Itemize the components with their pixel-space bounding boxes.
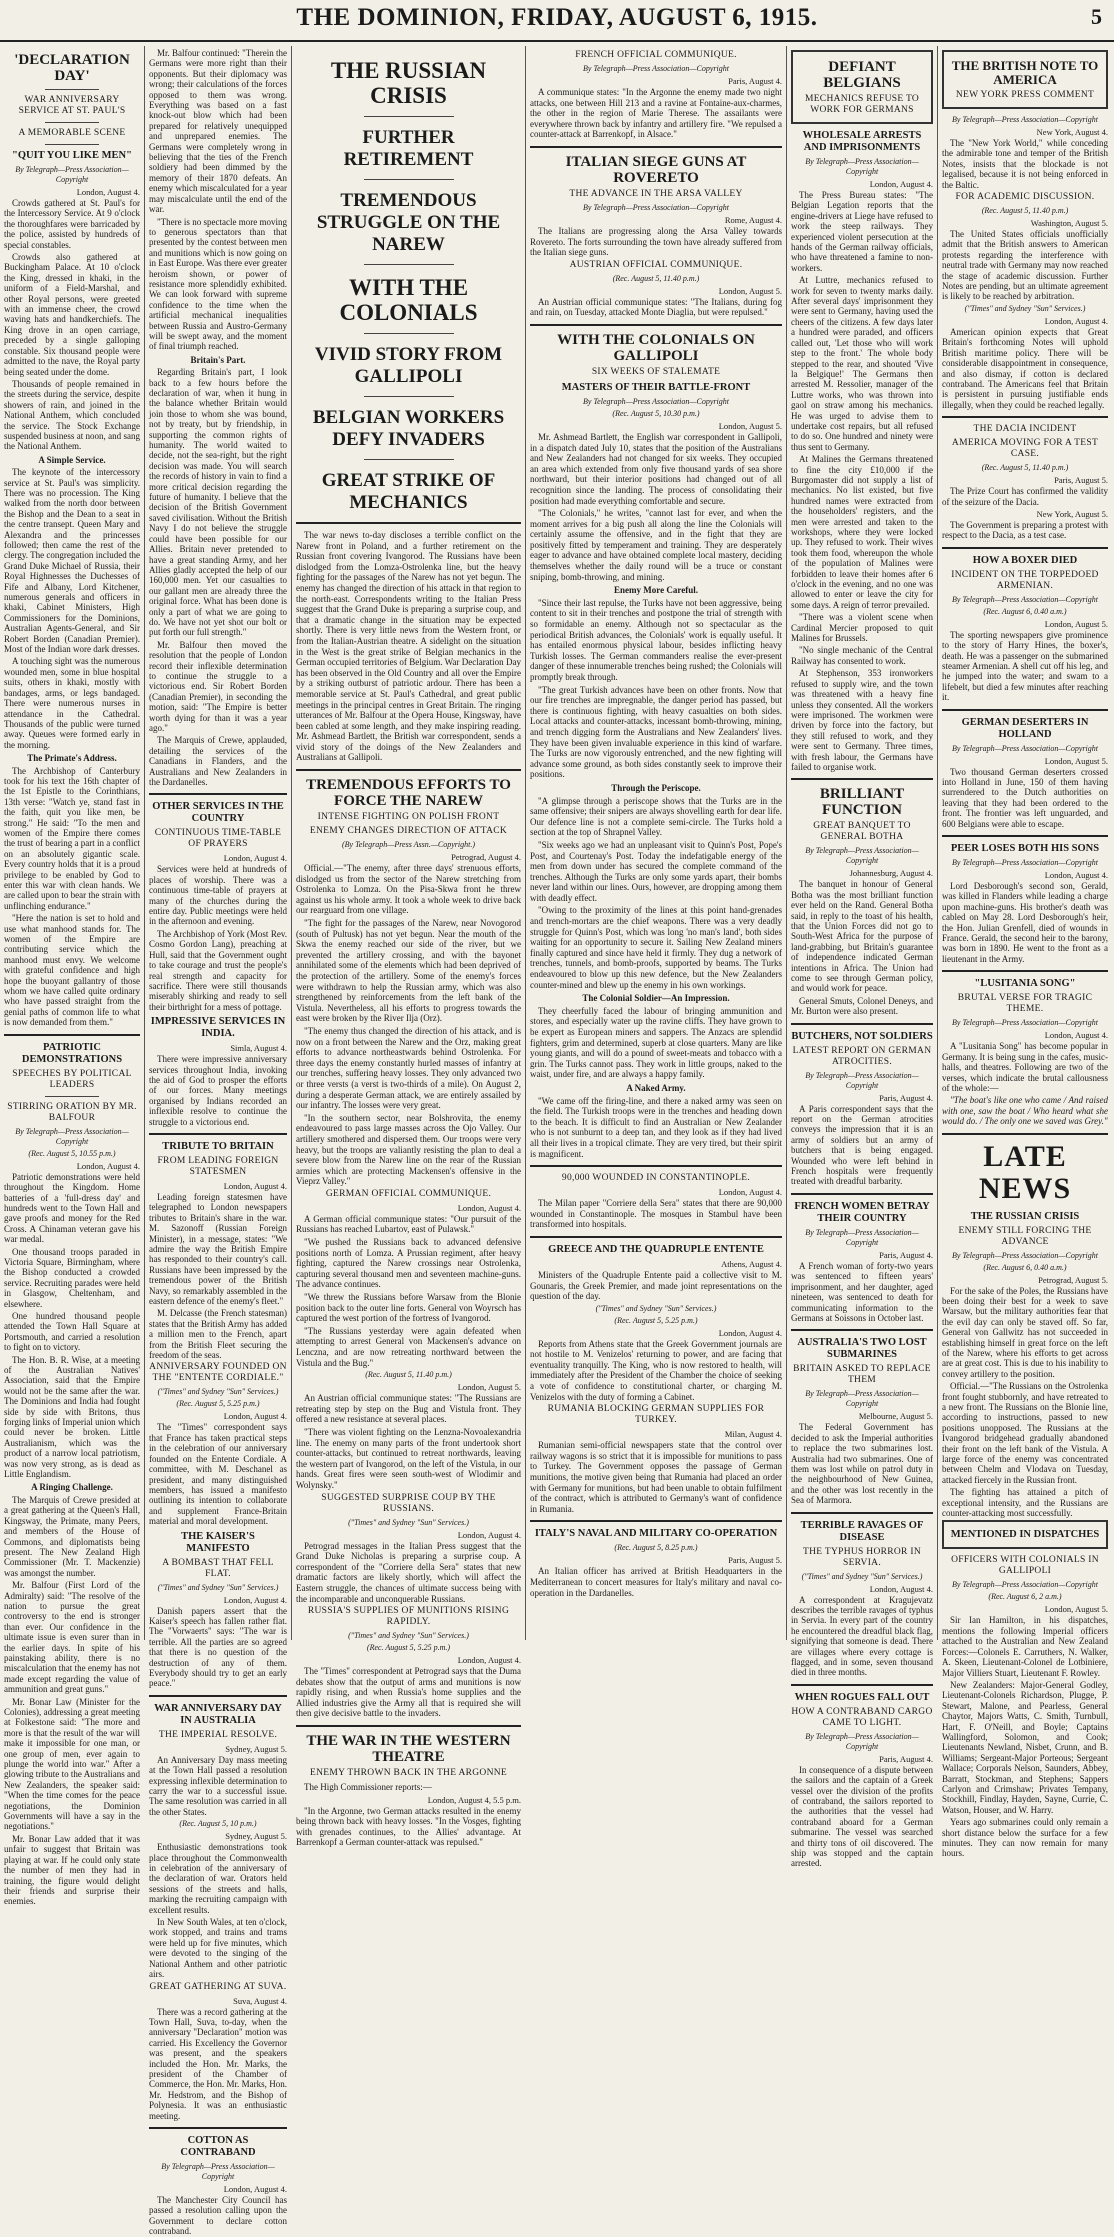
subheadline: MECHANICS REFUSE TO WORK FOR GERMANS bbox=[804, 94, 920, 115]
headline: TREMENDOUS EFFORTS TO FORCE THE NAREW bbox=[306, 777, 511, 810]
paragraph: They cheerfully faced the labour of bringing ammunition and stores, and especially water up the ravine cliffs. They have grown to be expert as European miners and sappers. The Anzacs are splendid fighters, grim and determined, superb at close quarters. Many are like young giants, and will do a pound of sweet-meats and tobacco with a grin. The Turks cannot pass. They work in little groups, naked to the waist, under fire, and are always a happy family. bbox=[530, 1005, 782, 1080]
paragraph: "Owing to the proximity of the lines at this point hand-grenades and trench-mortars are the chief weapons. There was a very deadly struggle for Quinn's Post, which was long 'no man's land', both sides waiting for an opportunity to secure it. Sailing New Zealand miners finally captured and since have held it firmly. They dug a network of trenches, tunnels, and bomb-proofs, supported by beams. The Turks endeavoured to blow up this new defence, but the New Zealanders counter-mined and blew up the enemy in his own workings. bbox=[530, 905, 782, 990]
dateline: London, August 4. bbox=[223, 1411, 287, 1422]
headline: "LUSITANIA SONG" bbox=[974, 978, 1076, 990]
headline: PATRIOTIC DEMONSTRATIONS bbox=[21, 1041, 123, 1065]
masthead bbox=[0, 0, 1114, 42]
subheadline: LATEST REPORT ON GERMAN ATROCITIES. bbox=[792, 1045, 932, 1067]
section-heading: Through the Periscope. bbox=[611, 782, 701, 793]
subheadline: BRUTAL VERSE FOR TRAGIC THEME. bbox=[957, 993, 1093, 1015]
credit-line: By Telegraph—Press Association—Copyright bbox=[15, 1126, 129, 1146]
subheadline: "QUIT YOU LIKE MEN" bbox=[12, 150, 132, 161]
paragraph: Mr. Bonar Law added that it was unfair to suggest that Britain was playing at war. If he could only state the number of men they had in training, the figure would delight their friends and surprise their enemies. bbox=[4, 1833, 140, 1907]
paragraph: At Stephenson, 353 ironworkers refused to supply wire, and the town was threatened with a heavy fine unless they consented. All the workers were imprisoned. The workmen were driven by force into the factory, but they still refused to work, and they were sent to Germany. Three times, with fresh labour, the Germans have failed to organise work. bbox=[791, 668, 933, 772]
paragraph: "The Russians yesterday were again defeated when attempting to arrest General von Mackensen's advance on Lenczna, and are now retreating northward between the Vistula and the Bug." bbox=[296, 1325, 521, 1368]
paragraph: The United States officials unofficially admit that the British answers to American protests regarding the interference with neutral trade with Germany may now reached the stage of academic discussion. Further Notes are pending, but an ultimate agreement is likely to be reached by arbitration. bbox=[942, 229, 1108, 302]
credit-line: (By Telegraph—Press Assn.—Copyright.) bbox=[341, 840, 476, 850]
paragraph: Mr. Bonar Law (Minister for the Colonies), addressing a great meeting at Folkestone said: "The more and more is that the result of the war will make it impossible for one man, or one group of men, ever again to plunge the world into war." After a glowing tribute to the Australians and New Zealanders, the speaker said: "When the time comes for the peace negotiations, the Dominion Governments will have a say in the negotiations." bbox=[4, 1696, 140, 1832]
received-line: (Rec. August 5, 11.40 p.m.) bbox=[981, 206, 1069, 216]
dateline: Melbourne, August 5. bbox=[858, 1411, 933, 1422]
subheadline: NEW YORK PRESS COMMENT bbox=[955, 90, 1095, 100]
headline: WHEN ROGUES FALL OUT bbox=[794, 1691, 930, 1703]
paragraph: Mr. Ashmead Bartlett, the English war correspondent in Gallipoli, in a dispatch dated July 10, states that the position of the Australians and New Zealanders had not changed for six weeks. They occupied an area which extended from only five thousand yards of sea shore northward, but their interior positions had changed out of all recognition since the landing. The process of consolidating their position had made everything comfortable and secure. bbox=[530, 431, 782, 506]
credit-line: ("Times" and Sydney "Sun" Services.) bbox=[348, 1631, 469, 1641]
subheadline: 90,000 WOUNDED IN CONSTANTINOPLE. bbox=[561, 1173, 751, 1184]
credit-line: ("Times" and Sydney "Sun" Services.) bbox=[964, 303, 1086, 313]
paragraph: "There was a violent scene when Cardinal Mercier proposed to quit Malines for Brussels. bbox=[791, 612, 933, 644]
dateline: Petrograd, August 5. bbox=[1038, 1274, 1108, 1285]
paragraph: Rumanian semi-official newspapers state that the control over railway wagons is so strict that it is impossible for munitions to pass to Turkey. The Government opposes the passage of German munitions, the motive given being that Rumania had placed an order with Germany for munitions, but had been unable to obtain fulfilment of the contract, which is attributed to Germany's want of confidence in Rumania. bbox=[530, 1440, 782, 1514]
headline: HOW A BOXER DIED bbox=[972, 554, 1078, 566]
dateline: London, August 4. bbox=[223, 1594, 287, 1605]
paragraph: At Luttre, mechanics refused to work for seven to twenty marks daily. After several days' imprisonment they were sent to Germany, having used the cheers of the citizens. A few days later a hundred were paraded, and officers called out, 'Let those who will work step to the front.' The whole body stepped to the rear, and shouted 'Vive la Belgique!' The Germans then arrested M. Ressolier, manager of the Luttre works, who was thrown into gaol on straw among his mechanics. He was urged to advise them to undertake cost repairs, but all refused to do so. One hundred and ninety were thus sent to Germany. bbox=[791, 275, 933, 452]
paragraph: The Government is preparing a protest with respect to the Dacia, as a test case. bbox=[942, 519, 1108, 541]
dateline: London, August 5. bbox=[1044, 618, 1108, 629]
paragraph: "Since their last repulse, the Turks have not been aggressive, being content to sit in their trenches and postpone the trial of strength with so formidable an enemy. Although not so spectacular as the periodical British advances, the Colonials' work is equally useful. It has entailed enormous physical labour, besides inflicting heavy Turkish losses. The German commanders realise the ever-present danger of these innumerable trenches being rushed; the Colonials will promptly break through. bbox=[530, 597, 782, 682]
paragraph: The Italians are progressing along the Arsa Valley towards Rovereto. The forts surrounding the town have already suffered from the Italian siege guns. bbox=[530, 225, 782, 258]
verse: "The boat's like one who came / And raised with one, saw the boat / Who heard what she would do. / The only one we saved was Grey." bbox=[942, 1095, 1108, 1127]
credit-line: By Telegraph—Press Association—Copyright bbox=[583, 202, 729, 212]
paragraph: "The Colonials," he writes, "cannot last for ever, and when the moment arrives for a big push all along the line the Colonials will certainly assume the offensive, and in the fight that they are positively fitted by temperament and training. They are desperately eager to advance and have obtained complete local mastery, deciding themselves whether the daily round will be a truce or constant sniping, bomb-throwing, and mining. bbox=[530, 508, 782, 582]
dateline: Sydney, August 5. bbox=[225, 1743, 287, 1754]
headline: PEER LOSES BOTH HIS SONS bbox=[950, 843, 1100, 855]
paragraph: The Manchester City Council has passed a resolution calling upon the Government to declare cotton contraband. bbox=[149, 2194, 287, 2237]
paragraph: One hundred thousand people attended the Town Hall Square at Portsmouth, and carried a resolution to fight on to victory. bbox=[4, 1310, 140, 1353]
paragraph: "There was violent fighting on the Lenzna-Novoalexandria line. The enemy on many parts of the front undertook short counter-attacks, but continued to retreat northwards, leaving the western part of Ivangorod, on the left of the Vistula, in our hands. Great fires were seen south-west of Wlodimir and Wolynsky." bbox=[296, 1426, 521, 1490]
subheadline: BRITAIN ASKED TO REPLACE THEM bbox=[793, 1364, 931, 1386]
received-line: (Rec. August 6, 2 a.m.) bbox=[988, 1592, 1062, 1602]
headline: THE WAR IN THE WESTERN THEATRE bbox=[306, 1733, 511, 1766]
received-line: (Rec. August 5, 8.25 p.m.) bbox=[614, 1543, 698, 1553]
credit-line: By Telegraph—Press Association—Copyright bbox=[805, 1070, 919, 1090]
received-line: (Rec. August 5, 5.25 p.m.) bbox=[366, 1643, 451, 1653]
subheadline: RUSSIA'S SUPPLIES OF MUNITIONS RISING RAPIDLY. bbox=[307, 1606, 510, 1628]
dateline: London, August 4. bbox=[223, 2183, 287, 2194]
subheadline: CONTINUOUS TIME-TABLE OF PRAYERS bbox=[154, 828, 282, 850]
paragraph: The Prize Court has confirmed the validity of the seizure of the Dacia. bbox=[942, 486, 1108, 507]
section-heading: A Simple Service. bbox=[38, 454, 106, 465]
column-5 bbox=[791, 48, 933, 1869]
credit-line: ("Times" and Sydney "Sun" Services.) bbox=[595, 1303, 717, 1313]
dateline: London, August 4. bbox=[869, 1583, 933, 1594]
paragraph: Patriotic demonstrations were held throughout the Kingdom. Home batteries of a 'full-dress day' and hundreds went to the Town Hall and gave proofs and money for the Red Cross. A Chinaman veteran gave his war medal. bbox=[4, 1171, 140, 1245]
dateline: Paris, August 4. bbox=[728, 76, 782, 86]
subheadline: ENEMY THROWN BACK IN THE ARGONNE bbox=[309, 1768, 508, 1779]
headline: TERRIBLE RAVAGES OF DISEASE bbox=[800, 1519, 924, 1543]
credit-line: By Telegraph—Press Association—Copyright bbox=[15, 165, 129, 184]
subheadline: AUSTRIAN OFFICIAL COMMUNIQUE. bbox=[569, 259, 743, 270]
paragraph: The "Times" correspondent at Petrograd says that the Duma debates show that the output of arms and munitions is now rapidly rising, and when Russia's home supplies and the Allied industries give the Army all that is required she will then give decisive battle to the invaders. bbox=[296, 1666, 521, 1719]
subheadline: WAR ANNIVERSARY SERVICE AT ST. PAUL'S bbox=[18, 95, 126, 116]
dateline: London, August 4. bbox=[869, 179, 933, 189]
headline: ITALY'S NAVAL AND MILITARY CO-OPERATION bbox=[534, 1528, 778, 1540]
headline: BUTCHERS, NOT SOLDIERS bbox=[791, 1030, 933, 1042]
paragraph: The Press Bureau states: "The Belgian Legation reports that the engine-drivers at Liege have refused to work the steep railways. They experienced violent persecution at the hands of the German railway officials, who have threatened a famine to non-workers. bbox=[791, 190, 933, 273]
headline: MENTIONED IN DISPATCHES bbox=[950, 1529, 1100, 1541]
main-subheadline: VIVID STORY FROM GALLIPOLI bbox=[314, 344, 503, 387]
paragraph: "The fight for the passages of the Narew, near Novogorod (south of Pultusk) has not yet begun. Near the mouth of the Skwa the enemy reached our side of the river, but we prevented the artillery crossing, and with the bayonet annihilated some of the elements which had been deprived of the protection of the artillery. Some of the enemy's forces were withdrawn to help the Russian army, which was also strengthened by reinforcements from the left bank of the Vistula. Nevertheless, all his efforts to progress towards the east were broken by the River Ilja (Orz). bbox=[296, 918, 521, 1024]
subheadline: GREAT GATHERING AT SUVA. bbox=[149, 1981, 287, 1992]
paragraph: One thousand troops paraded in Victoria Square, Birmingham, where the Bishop conducted a crowded service. Recruiting parades were held in Glasgow, Cheltenham, and elsewhere. bbox=[4, 1246, 140, 1309]
dateline: London, August 4. bbox=[223, 853, 287, 864]
dateline: Washington, August 5. bbox=[1030, 218, 1108, 229]
credit-line: By Telegraph—Press Association—Copyright bbox=[805, 157, 919, 176]
dateline: London, August 5. bbox=[1044, 1604, 1108, 1615]
paragraph: "In the southern sector, near Bolshrovita, the enemy endeavoured to pass large masses across the Ojo Valley. Our artillery smothered and dispersed them. Our troops were very heavy, but the troops are valiantly resisting the plan to deal a severe blow from the Narew line on the rear of the Russian armies which are protecting Mackensen's offensive in the Vieprz Valley." bbox=[296, 1112, 521, 1187]
page-number: 5 bbox=[1091, 4, 1102, 29]
headline: WITH THE COLONIALS ON GALLIPOLI bbox=[557, 331, 755, 364]
column-rule bbox=[144, 46, 145, 1640]
section-heading: A Naked Army. bbox=[626, 1082, 686, 1093]
received-line: (Rec. August 6, 0.40 a.m.) bbox=[983, 606, 1067, 616]
dateline: London, August 4. bbox=[457, 1529, 521, 1540]
dateline: London, August 4. bbox=[457, 1655, 521, 1666]
credit-line: By Telegraph—Press Association—Copyright bbox=[805, 1731, 919, 1751]
dateline: London, August 5. bbox=[457, 1382, 521, 1393]
dateline: London, August 4. bbox=[718, 1327, 782, 1338]
credit-line: By Telegraph—Press Association—Copyright bbox=[952, 858, 1098, 868]
dateline: Petrograd, August 4. bbox=[451, 852, 521, 863]
dateline: London, August 5. bbox=[718, 285, 782, 296]
main-subheadline: BELGIAN WORKERS DEFY INVADERS bbox=[312, 407, 505, 450]
paragraph: An Austrian official communique states: "The Italians, during fog and rain, on Tuesday, attacked Monte Diaglia, but were repulsed." bbox=[530, 296, 782, 318]
dateline: New York, August 4. bbox=[1036, 127, 1108, 137]
paragraph: There was a record gathering at the Town Hall, Suva, to-day, when the anniversary "Declaration" motion was carried. His Excellency the Governor was present, and the speakers included the Hon. Mr. Marks, the president of the Chamber of Commerce, the Hon. Mr. Marks, Hon. Mr. Hedstrom, and the Bishop of Polynesia. It was an enthusiastic meeting. bbox=[149, 2006, 287, 2121]
credit-line: By Telegraph—Press Association—Copyright bbox=[805, 1227, 919, 1247]
subheadline: A MEMORABLE SCENE bbox=[18, 128, 126, 138]
paragraph: The keynote of the intercessory service at St. Paul's was simplicity. There was no procession. The King walked from the north door between the Bishop and the Dean to a seat in the centre transept. Queen Mary and Alexandra and the princesses followed; then came the rest of the clergy. The congregation included the Grand Duke Michael of Russia, their Royal Highnesses the Duchesses of Fife and Albany, Lord Kitchener, numerous generals and officers in khaki, Cabinet Ministers, High Commissioners for the Dominions, Australian Agents-General, and Sir Robert Borden (Canadian Premier). Most of the Indian wore dark dresses. bbox=[4, 467, 140, 655]
subheadline: WHOLESALE ARRESTS AND IMPRISONMENTS bbox=[802, 130, 922, 153]
paragraph: "Here the nation is set to hold and use what manhood stands for. The women of the Empire are contributing service which the manhood must envy. We welcome with grateful confidence and high hope the buoyant gallantry of those whom we have called quite ordinary who have passed straight from the genial paths of common life to what is now demanded from them." bbox=[4, 913, 140, 1028]
paragraph: The banquet in honour of General Botha was the most brilliant function ever held on the Rand. General Botha said, in reply to the toast of his health, that the Union Forces did not go to South-West Africa for the purpose of land-grabbing, but Britain's guarantee of independence indicated German intentions in Africa. The Union had come to see through German policy, and would work for peace. bbox=[791, 879, 933, 994]
received-line: (Rec. August 5, 10.30 p.m.) bbox=[612, 408, 700, 418]
subheadline: INCIDENT ON THE TORPEDOED ARMENIAN. bbox=[951, 569, 1099, 591]
dateline: London, August 4, 5.5 p.m. bbox=[427, 1794, 521, 1805]
headline: 'DECLARATION DAY' bbox=[14, 52, 130, 84]
received-line: (Rec. August 5, 5.25 p.m.) bbox=[614, 1315, 698, 1325]
dateline: Milan, August 4. bbox=[724, 1429, 782, 1440]
column-1 bbox=[4, 48, 140, 1907]
dateline: London, August 4. bbox=[76, 1160, 140, 1171]
paragraph: Danish papers assert that the Kaiser's speech has fallen rather flat. The "Vorwaerts" says: "The war is terrible. All the parties are so agreed that there is no question of the destruction of any of them. Everybody should try to get an early peace." bbox=[149, 1605, 287, 1689]
subheadline: FRENCH OFFICIAL COMMUNIQUE. bbox=[575, 50, 737, 60]
paragraph: The Hon. B. R. Wise, at a meeting of the Australian Natives' Association, said that the Empire would not be the same after the war. The Dominions and India had fought side by side with Britons, thus forging links of Imperial union which could never be broken. Little Australianism, which was the product of a narrow local patriotism, was now very strong, as is dead as Little Englandism. bbox=[4, 1354, 140, 1480]
headline: THE RUSSIAN CRISIS bbox=[970, 1210, 1080, 1222]
paragraph: "There is no spectacle more moving to generous spectators than that presented by the contest between men and munitions which is now going on in East Europe. Was there ever greater heroism shown, or power of resistance more splendidly exhibited. We can look forward with supreme confidence to the time when the artificial mechanical inequalities between Russia and Austro-Germany will be swept away, and the moment of final triumph reached. bbox=[149, 216, 287, 352]
dateline: Paris, August 4. bbox=[879, 1092, 933, 1103]
credit-line: By Telegraph—Press Association—Copyright bbox=[952, 594, 1098, 604]
dateline: New York, August 5. bbox=[1036, 508, 1108, 519]
headline-box bbox=[942, 50, 1108, 109]
section-heading: Enemy More Careful. bbox=[614, 585, 698, 596]
headline: TRIBUTE TO BRITAIN bbox=[162, 1140, 274, 1152]
credit-line: By Telegraph—Press Association—Copyright bbox=[952, 743, 1098, 753]
headline: BRILLIANT FUNCTION bbox=[819, 786, 905, 819]
credit-line: By Telegraph—Press Association—Copyright bbox=[805, 1389, 919, 1409]
dateline: Athens, August 4. bbox=[721, 1258, 782, 1269]
paragraph: Official.—"The Russians on the Ostrolenka front fought stubbornly, and have retreated to a new front. The Russians on the Blonie line, according to instructions, passed to new positions unopposed. The Russians at the Ivangorod bridgehead gradually abandoned their front on the left bank of the Vistula. A large force of the enemy was concentrated between Chelm and Vlodava on Tuesday, attacked fiercely in the Russian front. bbox=[942, 1381, 1108, 1485]
subheadline: THE IMPERIAL RESOLVE. bbox=[158, 1729, 278, 1740]
section-heading: A Ringing Challenge. bbox=[31, 1482, 113, 1493]
summary-paragraph: The war news to-day discloses a terrible conflict on the Narew front in Poland, and a further retirement on the Russian front covering Ivangorod. The Russians have been dislodged from the Lomza-Ostrolenka line, but the heavy fighting for the passages of the Narew has not yet begun. The enemy has changed the direction of his attack in that region to the north-east. Correspondents writing to the Italian Press suggest that the Grand Duke is preparing a surprise coup, and that a dramatic change in the situation may be expected shortly. There is very little news from the Western front, or from the Italian-Austrian theatre. A sidelight on the situation in the West is the great strike of Belgian mechanics in the German occupied territories of Belgium. War Declaration Day has been observed in the Old Country and all over the Empire by a striking outburst of patriotic ardour. There has been a memorable service at St. Paul's Cathedral, and great public meetings in the principal centres in Great Britain. The ringing utterances of Mr. Balfour at the Opera House, Kingsway, have been cabled at some length, and they make inspiring reading. Mr. Ashmead Bartlett, the British war correspondent, sends a vivid story of the doings of the New Zealanders and Australians at Gallipoli. bbox=[296, 530, 521, 763]
paragraph: Years ago submarines could only remain a short distance below the surface for a few minutes. They can now remain for many hours. bbox=[942, 1817, 1108, 1859]
paragraph: General Smuts, Colonel Deneys, and Mr. Burton were also present. bbox=[791, 995, 933, 1017]
paragraph: Mr. Balfour then moved the resolution that the people of London record their inflexible determination to continue the struggle to a victorious end. Sir Robert Borden (Canadian Premier), in seconding the motion, said: "The Empire is better worth dying for than it was a year ago." bbox=[149, 639, 287, 733]
dateline: Paris, August 5. bbox=[1054, 475, 1108, 486]
dateline: Johannesburg, August 4. bbox=[849, 868, 933, 879]
paragraph: A Paris correspondent says that the report on the German atrocities conveys the impression that it is an army of soldiers but an army of butchers that is being engaged. Wounded who were left behind in French hospitals were frequently treated with dreadful barbarity. bbox=[791, 1103, 933, 1187]
subheadline: ANNIVERSARY FOUNDED ON THE "ENTENTE CORDIALE." bbox=[149, 1362, 287, 1384]
paragraph: There were impressive anniversary services throughout India, invoking the aid of God to prosper the efforts of our forces. Many meetings organised by Indians recorded an inflexible resolve to continue the struggle to a victorious end. bbox=[149, 1054, 287, 1127]
subheadline: THE DACIA INCIDENT bbox=[973, 424, 1077, 435]
column-rule bbox=[937, 46, 938, 1640]
paragraph: The "New York World," while conceding the admirable tone and temper of the British Notes, insists that the blockade is not legalised, because it is not being enforced in the Baltic. bbox=[942, 138, 1108, 190]
credit-line: By Telegraph—Press Association—Copyright bbox=[952, 115, 1098, 124]
main-headline: THE RUSSIAN CRISIS bbox=[330, 58, 487, 108]
received-line: (Rec. August 5, 10.55 p.m.) bbox=[28, 1148, 116, 1158]
subheadline: STIRRING ORATION BY MR. BALFOUR bbox=[7, 1101, 137, 1123]
subheadline: ENEMY CHANGES DIRECTION OF ATTACK bbox=[309, 826, 508, 837]
credit-line: ("Times" and Sydney "Sun" Services.) bbox=[157, 1582, 279, 1592]
paragraph: Crowds gathered at St. Paul's for the Intercessory Service. At 9 o'clock the thoroughfares were barricaded by the police, assisted by hundreds of special constables. bbox=[4, 198, 140, 250]
column-3 bbox=[296, 48, 521, 1848]
paragraph: "Six weeks ago we had an unpleasant visit to Quinn's Post, Pope's Post, and Courtenay's Post. Today the indefatigable energy of the men from down under has secured the complete command of the trenches. Although the Turks are only some yards apart, their bombs never land within our lines. Ours, however, are dropping among them with deadly effect. bbox=[530, 839, 782, 903]
paragraph: A French woman of forty-two years was sentenced to fifteen years' imprisonment, and her daughter, aged nineteen, was sentenced to death for communicating information to the Germans at Soissons in October last. bbox=[791, 1260, 933, 1323]
paragraph: In consequence of a dispute between the sailors and the captain of a Greek vessel over the division of the profits of contraband, the sailors reported to the authorities that the vessel had contraband aboard for a German submarine. The vessel was searched and thirty tons of oil discovered. The ship was stopped and the captain arrested. bbox=[791, 1764, 933, 1869]
credit-line: By Telegraph—Press Association—Copyright bbox=[583, 64, 729, 73]
credit-line: By Telegraph—Press Association—Copyright bbox=[952, 1580, 1098, 1590]
subheadline: SIX WEEKS OF STALEMATE bbox=[591, 366, 721, 377]
received-line: (Rec. August 6, 0.40 a.m.) bbox=[983, 1262, 1067, 1272]
headline: THE KAISER'S MANIFESTO bbox=[181, 1530, 255, 1554]
headline: FRENCH WOMEN BETRAY THEIR COUNTRY bbox=[794, 1200, 930, 1224]
paragraph: An Italian officer has arrived at British Headquarters in the Mediterranean to concert measures for Italy's military and naval co-operation in the Dardanelles. bbox=[530, 1566, 782, 1598]
paragraph: The sporting newspapers give prominence to the story of Harry Hines, the boxer's, death. He was a passenger on the submarined steamer Armenian. A shell cut off his leg, and he jumped into the water; and swam to a lifebelt, but died a few minutes after reaching it. bbox=[942, 629, 1108, 703]
main-subheadline: FURTHER RETIREMENT bbox=[343, 127, 474, 170]
headline: COTTON AS CONTRABAND bbox=[180, 2134, 256, 2158]
headline-box bbox=[791, 50, 933, 124]
paragraph: A correspondent at Kragujevatz describes the terrible ravages of typhus in Servia. In every part of the country he encountered the dreadful black flag, signifying that someone is dead. There are villages where every cottage is flagged, and in some, seven thousand died in three months. bbox=[791, 1594, 933, 1678]
paragraph: A "Lusitania Song" has become popular in Germany. It is being sung in the cafes, music-halls, and theatres. Following are two of the verses, which indicate the brutal callousness of the whole:— bbox=[942, 1041, 1108, 1093]
dateline: Simla, August 4. bbox=[230, 1043, 287, 1054]
paragraph: New Zealanders: Major-General Godley, Lieutenant-Colonels Richardson, Plugge, P. Stewart, Malone, and Pearless, General Chaytor, Majors Watts, C. Smith, Turnbull, Hart, F. O'Neill, and Boyle; Captains Wallingford, Solomon, and Cook; Lieutenants Newland, Nisbet, Crunn, and B. Williams; Sergeant-Major Porteous; Sergeant Wallace; Corporals Nelson, Saunders, Abbey, Barratt, Stockman, and Stephens; Sappers Carlyon and Crimshaw; Privates Tempany, Stockhill, Findlay, Hayden, Sayne, Currie, C. Watson, Houser, and W. Harry. bbox=[942, 1679, 1108, 1815]
subheadline: INTENSE FIGHTING ON POLISH FRONT bbox=[317, 812, 500, 823]
paragraph: At Malines the Germans threatened to fine the city £10,000 if the Burgomaster did not supply a list of mechanics. No list existed, but five hundred names were extracted from the householders' registers, and the men were arrested and taken to the workshops, where they were locked up. They refused to work. Their wives took them food, whereupon the whole of the population of Malines were forbidden to leave their homes after 6 o'clock in the evening, and no one was allowed to enter or leave the city for some days. A reign of terror prevailed. bbox=[791, 454, 933, 610]
paragraph: The Milan paper "Corriere della Sera" states that there are 90,000 wounded in Constantinople. The mosques in Stambul have been transformed into hospitals. bbox=[530, 1198, 782, 1230]
paragraph: The fighting has attained a pitch of exceptional intensity, and the Russians are counter-attacking most successfully. bbox=[942, 1487, 1108, 1519]
paragraph: Thousands of people remained in the streets during the service, despite showers of rain, and joined in the National Anthem, which concluded the service. The Stock Exchange suspended business at noon, and sang the National Anthem. bbox=[4, 378, 140, 452]
column-2 bbox=[149, 48, 287, 2237]
paragraph: In New South Wales, at ten o'clock, work stopped, and trains and trams were held up for five minutes, which were devoted to the singing of the National Anthem and other patriotic airs. bbox=[149, 1917, 287, 1980]
paragraph: Sir Ian Hamilton, in his dispatches, mentions the following Imperial officers attached to the Australian and New Zealand Forces:—Colonels E. Carruthers, N. Walker, A. Skeen, Lieutenant-Colonel de Lotbiniere, Major Villiers Stuart, Lieutenant F. Rowley. bbox=[942, 1615, 1108, 1678]
subheadline: SUGGESTED SURPRISE COUP BY THE RUSSIANS. bbox=[321, 1492, 496, 1514]
received-line: (Rec. August 5, 11.40 p.m.) bbox=[981, 463, 1069, 473]
paragraph: The Marquis of Crewe, applauded, detailing the services of the Canadians in Flanders, and the Australians and New Zealanders in the Dardanelles. bbox=[149, 735, 287, 788]
dateline: London, August 4. bbox=[1044, 1030, 1108, 1041]
paragraph: M. Delcasse (the French statesman) states that the British Army has added a million men to the French, apart from the British Fleet securing the freedom of the seas. bbox=[149, 1308, 287, 1361]
dateline: London, August 4. bbox=[1044, 870, 1108, 881]
main-subheadline: WITH THE COLONIALS bbox=[339, 275, 478, 325]
paragraph: Petrograd messages in the Italian Press suggest that the Grand Duke Nicholas is preparing a surprise coup. A correspondent of the "Corriere della Sera" states that new dramatic factors are likely shortly, which will affect the Eastern struggle, the chances of ultimate success being with the incomparable and unconquerable Russians. bbox=[296, 1540, 521, 1604]
section-heading: Britain's Part. bbox=[190, 354, 246, 365]
credit-line: By Telegraph—Press Association—Copyright bbox=[805, 846, 919, 866]
subheadline: AMERICA MOVING FOR A TEST CASE. bbox=[951, 438, 1099, 460]
column-rule bbox=[786, 46, 787, 1640]
column-rule bbox=[525, 46, 526, 1640]
received-line: (Rec. August 5, 11.40 p.m.) bbox=[612, 273, 700, 283]
dateline: Paris, August 4. bbox=[879, 1249, 933, 1260]
dateline: Sydney, August 5. bbox=[225, 1831, 287, 1842]
received-line: (Rec. August 5, 11.40 p.m.) bbox=[365, 1370, 452, 1380]
dateline: London, August 4. bbox=[1044, 315, 1108, 326]
headline: GREECE AND THE QUADRUPLE ENTENTE bbox=[548, 1243, 764, 1255]
column-4 bbox=[530, 48, 782, 1640]
headline: OTHER SERVICES IN THE COUNTRY bbox=[152, 801, 284, 825]
late-news-banner: LATE NEWS bbox=[978, 1139, 1072, 1205]
dateline: London, August 4. bbox=[457, 1202, 521, 1213]
dateline: London, August 5. bbox=[1044, 755, 1108, 766]
paragraph: "We came off the firing-line, and there a naked army was seen on the field. The Turkish troops were in the trenches and heading down to the beach. It is difficult to find an Australian or New Zealander who is not sunburnt to a deep tan, and they look as if they had lived all their lives in a tropical climate. They are very tired, but their spirit is magnificent. bbox=[530, 1095, 782, 1159]
headline-box bbox=[942, 1520, 1108, 1549]
received-line: (Rec. August 5, 5.25 p.m.) bbox=[176, 1399, 260, 1409]
credit-line: By Telegraph—Press Association—Copyright bbox=[161, 2161, 275, 2181]
paragraph: An Austrian official communique states: "The Russians are retreating step by step on the Bug and Vistula front. They offered a new resistance at several places. bbox=[296, 1393, 521, 1425]
paragraph: Reports from Athens state that the Greek Government journals are not hostile to M. Venizelos' returning to power, and are facing that eventuality tranquilly. The King, who is now restored to health, will immediately after the President of the Chamber the choice of seeking a vote of confidence to constitutional charter, or charging M. Venizelos with the duty of forming a Cabinet. bbox=[530, 1338, 782, 1402]
paragraph: The Archbishop of York (Most Rev. Cosmo Gordon Lang), preaching at Hull, said that the Government ought to take courage and trust the people's real strength and capacity for sacrifice. There were still thousands miserably shirking and ready to sell their birthright for a mess of pottage. bbox=[149, 928, 287, 1012]
paragraph: The "Times" correspondent says that France has taken practical steps in the celebration of our anniversary founded on the Entente Cordiale. A committee, with M. Deschanel as president, and many distinguished members, has issued a manifesto outlining its intention to collaborate and supplement France-Britain material and moral development. bbox=[149, 1422, 287, 1527]
subheadline: THE TYPHUS HORROR IN SERVIA. bbox=[803, 1546, 921, 1568]
subheadline: HOW A CONTRABAND CARGO CAME TO LIGHT. bbox=[791, 1706, 933, 1728]
paragraph: "We pushed the Russians back to advanced defensive positions north of Lomza. A Prussian regiment, after heavy fighting, captured the Narew crossings near Ostrolenka, capturing several thousand men and seventeen machine-guns. The advance continues. bbox=[296, 1237, 521, 1290]
section-heading: The Colonial Soldier—An Impression. bbox=[582, 993, 730, 1004]
headline: WAR ANNIVERSARY DAY IN AUSTRALIA bbox=[154, 1702, 282, 1726]
paragraph: "The enemy thus changed the direction of his attack, and is now on a front between the Narew and the Orz, making great efforts to advance northeastwards behind Ostrolenka. For three days the enemy constantly hurled masses of infantry at our trenches, suffering heavy losses. They only advanced two or three versts (a verst is two-thirds of a mile). On August 2, during a desperate German attack, we are entirely assailed by our infantry. The losses were very great. bbox=[296, 1025, 521, 1111]
headline: AUSTRALIA'S TWO LOST SUBMARINES bbox=[797, 1337, 927, 1361]
paragraph: A German official communique states: "Our pursuit of the Russians has reached Lubartov, east of Pulawsk." bbox=[296, 1213, 521, 1235]
paragraph: "A glimpse through a periscope shows that the Turks are in the same offensive; their snipers are always shovelling earth for dear life. Our defence line is not a complete semi-circle. The Turks hold a section at the top of Shrapnel Valley. bbox=[530, 795, 782, 838]
paragraph: "No single mechanic of the Central Railway has consented to work. bbox=[791, 645, 933, 666]
headline: DEFIANT BELGIANS bbox=[823, 59, 901, 91]
paragraph: Mr. Balfour continued: "Therein the Germans were more right than their opponents. But their diplomacy was wrong; their calculations of the forces opposed to them was wrong. Everything was based on a fast knock-out blow which had been prepared for relatively unequipped and unprepared enemies. The Germans were completely wrong in believing that the ties of the French soldiery had been dimmed by the memory of their 1870 defeats. An enemy which miscalculated for a year may miscalculate until the end of the war. bbox=[149, 48, 287, 215]
subheadline: GERMAN OFFICIAL COMMUNIQUE. bbox=[325, 1188, 492, 1199]
credit-line: By Telegraph—Press Association—Copyright bbox=[583, 396, 729, 406]
column-6 bbox=[942, 48, 1108, 1859]
paragraph: The Federal Government has decided to ask the Imperial authorities to replace the two submarines lost. Australia had two submarines. One of them was lost while on patrol duty in the neighbourhood of New Guinea, and the other was lost recently in the Sea of Marmora. bbox=[791, 1422, 933, 1506]
paragraph: The High Commissioner reports:— bbox=[304, 1782, 432, 1793]
dateline: Rome, August 4. bbox=[724, 214, 782, 225]
subheadline: THE ADVANCE IN THE ARSA VALLEY bbox=[569, 188, 743, 199]
main-subheadline: GREAT STRIKE OF MECHANICS bbox=[321, 470, 496, 513]
paragraph: Mr. Balfour (First Lord of the Admiralty) said: "The resolve of the nation to pursue the great controversy to the end is stronger than ever. Our confidence in the ultimate issue is even surer than in the earlier days. In spite of his painstaking ability, there is no miscalculation that the enemy has not made except regarding the value of ammunition and great guns." bbox=[4, 1580, 140, 1695]
subheadline: FOR ACADEMIC DISCUSSION. bbox=[955, 192, 1095, 203]
dateline: London, August 4. bbox=[223, 1180, 287, 1191]
subheadline: ENEMY STILL FORCING THE ADVANCE bbox=[958, 1225, 1092, 1247]
paragraph: Two thousand German deserters crossed into Holland in June, 150 of them having surrendered to the Dutch authorities on leaving that they had been ordered to the front. The frontier was left unguarded, and 600 Belgians were able to escape. bbox=[942, 766, 1108, 829]
paragraph: Services were held at hundreds of places of worship. There was a continuous time-table of prayers at many of the churches during the entire day. Public meetings were held in the afternoon and evening. bbox=[149, 864, 287, 927]
paragraph: A touching sight was the numerous wounded men, some in blue hospital suits, others in khaki, mostly with bandages, arms, or legs bandaged. There were numerous nurses in attendance in the Cathedral. Thousands of the public were turned away. Queues were formed early in the morning. bbox=[4, 656, 140, 750]
subheadline: A BOMBAST THAT FELL FLAT. bbox=[162, 1557, 274, 1579]
dateline: Suva, August 4. bbox=[233, 1995, 287, 2006]
subheadline: FROM LEADING FOREIGN STATESMEN bbox=[157, 1155, 279, 1177]
paragraph: Crowds also gathered at Buckingham Palace. At 10 o'clock the King, dressed in khaki, in the uniform of a Field-Marshal, and other Royal persons, were greeted with an immense cheer, the crowd waving hats and handkerchiefs. The King drove in an open carriage, preceded by a single galloping constable. Six thousand people were admitted to the nave, the Royal party being seated under the dome. bbox=[4, 252, 140, 377]
received-line: (Rec. August 5, 10 p.m.) bbox=[179, 1819, 257, 1829]
credit-line: By Telegraph—Press Association—Copyright bbox=[952, 1018, 1098, 1028]
newspaper-title: THE DOMINION, FRIDAY, AUGUST 6, 1915. bbox=[296, 4, 818, 31]
credit-line: By Telegraph—Press Association—Copyright bbox=[952, 1250, 1098, 1260]
subheadline: GREAT BANQUET TO GENERAL BOTHA bbox=[813, 821, 911, 843]
paragraph: "In the Argonne, two German attacks resulted in the enemy being thrown back with heavy losses. "In the Vosges, fighting with grenades continues, to the Allies' advantage. At Barrenkopf a German counter-attack was repulsed." bbox=[296, 1805, 521, 1848]
subheadline: OFFICERS WITH COLONIALS IN GALLIPOLI bbox=[951, 1555, 1099, 1577]
credit-line: ("Times" and Sydney "Sun" Services.) bbox=[801, 1571, 923, 1581]
paragraph: Regarding Britain's part, I look back to a few hours before the declaration of war, when it hung in the balance whether Britain would join those to whom she was bound, not by treaty, but by friendship, in supporting the common rights of humanity. The world waited to decide, not the sea-right, but the right decision was made. You will search the records of history in vain to find a more critical decision regarding the future of humanity. I believe that the decision of the British Government saved civilisation. Without the British Navy I do not believe the struggle could have been possible for our Allies. Britain never pretended to have a great standing Army, and her Allies gladly accepted the help of our 160,000 men. Yet our casualties to our gallant men are already three the original force. What has been done is only a part of what we are going to do. We have not yet shot our bolt or put forth our full strength." bbox=[149, 367, 287, 638]
headline: GERMAN DESERTERS IN HOLLAND bbox=[961, 716, 1089, 740]
dateline: London, August 4. bbox=[76, 187, 140, 197]
paragraph: A communique states: "In the Argonne the enemy made two night attacks, one between Hill 213 and a ravine at Fontaine-aux-charmes, the other in the region of Marie Therese. The assailants were everywhere thrown back by infantry and artillery fire. "We repulsed a counter-attack at Barrenkopf, in Alsace." bbox=[530, 87, 782, 140]
paragraph: "We threw the Russians before Warsaw from the Blonie position back to the outer line forts. General von Woyrsch has captured the west portion of the fortress of Ivangorod. bbox=[296, 1292, 521, 1324]
credit-line: ("Times" and Sydney "Sun" Services.) bbox=[157, 1387, 279, 1397]
headline: THE BRITISH NOTE TO AMERICA bbox=[951, 58, 1099, 87]
paragraph: American opinion expects that Great Britain's forthcoming Notes will uphold British maritime policy. There will be considerable disappointment in consequence, and also dismay, if cotton is declared contraband. The Americans feel that Britain is persistent in pursuing justifiable ends illegally, when they could be reached legally. bbox=[942, 326, 1108, 410]
paragraph: Leading foreign statesmen have telegraphed to London newspapers tributes to Britain's share in the war. M. Sazonoff (Russian Foreign Minister), in a message, states: "We admire the way the British Empire has responded to their country's call. Russians have been impressed by the tremendous power of the British Navy, so remarkably assembled in the eastern defence of the enemy's fleet." bbox=[149, 1191, 287, 1307]
dateline: Paris, August 4. bbox=[879, 1753, 933, 1764]
headline: ITALIAN SIEGE GUNS AT ROVERETO bbox=[565, 153, 747, 186]
paragraph: "The great Turkish advances have been on other fronts. Now that our fire trenches are impregnable, the danger period has passed, but there is continuous fighting, with heavy casualties on both sides. Local attacks and counter-attacks, incessant bomb-throwing, mining, and trench digging form the Australians and New Zealanders' lives. They have been given invaluable experience in this kind of warfare. The Turks are now vigorously entrenched, and the new fighting will advance some ground, as both sides constantly seek to improve their positions. bbox=[530, 684, 782, 780]
paragraph: For the sake of the Poles, the Russians have been doing their best for a week to save Warsaw, but the military authorities fear that the evil day can only be staved off. So far, General von Gallwitz has not succeeded in establishing himself in great force on the left of the Narew, where his efforts to get across are at great cost. This is due to his inability to convey artillery to the position. bbox=[942, 1285, 1108, 1379]
dateline: Paris, August 5. bbox=[728, 1555, 782, 1566]
subheadline: MASTERS OF THEIR BATTLE-FRONT bbox=[561, 381, 751, 393]
section-heading: The Primate's Address. bbox=[27, 753, 117, 764]
paragraph: The Marquis of Crewe presided at a great gathering at the Queen's Hall, Kingsway, the Primate, many Peers, and members of the House of Commons, and diplomatists being present. The New Zealand High Commissioner (Mr. T. Mackenzie) was amongst the number. bbox=[4, 1494, 140, 1578]
credit-line: ("Times" and Sydney "Sun" Services.) bbox=[348, 1517, 469, 1527]
paragraph: An Anniversary Day mass meeting at the Town Hall passed a resolution expressing inflexible determination to carry the war to a successful issue. The same resolution was carried in all the other States. bbox=[149, 1754, 287, 1817]
subheadline: RUMANIA BLOCKING GERMAN SUPPLIES FOR TURKEY. bbox=[547, 1404, 765, 1426]
paragraph: Enthusiastic demonstrations took place throughout the Commonwealth in celebration of the anniversary of the declaration of war. Orators held sessions of the streets and halls, marking the recruiting campaign with excellent results. bbox=[149, 1842, 287, 1915]
paragraph: Lord Desborough's second son, Gerald, was killed in Flanders while leading a charge upon machine-guns. His brother's death was cabled on May 28. Lord Desborough's heir, the Hon. Julian Grenfell, died of wounds in France. Gerald, the second heir to the barony, was born in 1890. He went to the front as a lieutenant in the Army. bbox=[942, 881, 1108, 964]
paragraph: Official.—"The enemy, after three days' strenuous efforts, dislodged us from the sector of the Narew stretching from Ostrolenka to Lomza. On the Pisa-Skwa front he threw against us his whole army. It took a whole week to drive back our rearguard from one village. bbox=[296, 863, 521, 916]
column-rule bbox=[291, 46, 292, 1640]
headline: IMPRESSIVE SERVICES IN INDIA. bbox=[150, 1016, 286, 1040]
paragraph: Ministers of the Quadruple Entente paid a collective visit to M. Gounaris, the Greek Premier, and made joint representations on the question of the day. bbox=[530, 1269, 782, 1302]
dateline: London, August 5. bbox=[718, 420, 782, 431]
subheadline: SPEECHES BY POLITICAL LEADERS bbox=[12, 1068, 132, 1090]
dateline: London, August 4. bbox=[718, 1187, 782, 1198]
main-subheadline: TREMENDOUS STRUGGLE ON THE NAREW bbox=[316, 190, 501, 255]
paragraph: The Archbishop of Canterbury took for his text the 16th chapter of the 1st Epistle to the Corinthians, 13th verse: "Watch ye, stand fast in the faith, quit you like men, be strong." He said: "To the men and women of the Empire there comes the trust of bearing a part in a conflict on an absolutely gigantic scale. Every country holds that it is a proud privilege to be enabled by God to enter this war with clean hands. We are called upon to bear the strain with unflinching endurance." bbox=[4, 765, 140, 911]
